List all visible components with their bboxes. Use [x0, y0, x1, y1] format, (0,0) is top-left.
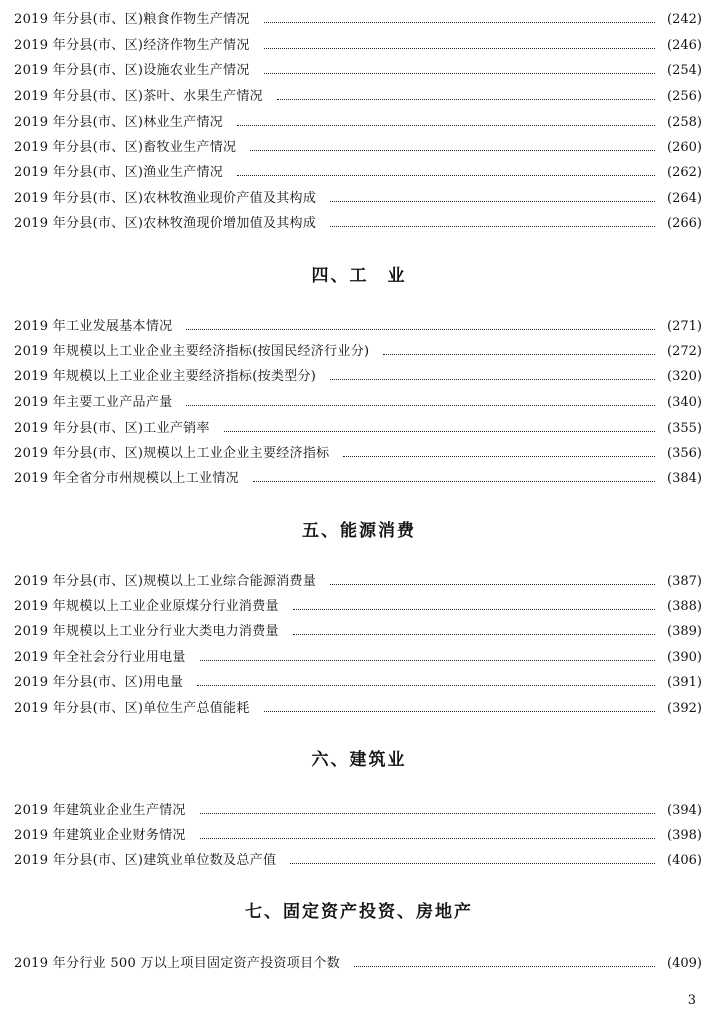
toc-entry-page: (409): [667, 956, 702, 971]
toc-entry[interactable]: [14, 342, 702, 362]
toc-entry-title: 2019 年规模以上工业企业主要经济指标(按类型分): [14, 369, 317, 384]
toc-entry-page: (266): [667, 216, 702, 231]
toc-entry[interactable]: [14, 622, 702, 642]
toc-entry-page: (356): [667, 446, 702, 461]
leader-dots: [330, 200, 655, 202]
toc-entry-title: 2019 年分县(市、区)林业生产情况: [14, 115, 224, 130]
leader-dots: [290, 862, 655, 864]
toc-entry-title: 2019 年工业发展基本情况: [14, 319, 173, 334]
toc-entry-page: (262): [667, 165, 702, 180]
toc-entry-page: (394): [667, 803, 702, 818]
toc-entry-title: 2019 年规模以上工业企业主要经济指标(按国民经济行业分): [14, 344, 370, 359]
leader-dots: [200, 659, 655, 661]
toc-entry-title: 2019 年规模以上工业企业原煤分行业消费量: [14, 599, 279, 614]
toc-entry-title: 2019 年分县(市、区)农林牧渔现价增加值及其构成: [14, 216, 317, 231]
toc-entry-page: (406): [667, 853, 702, 868]
leader-dots: [264, 710, 655, 712]
toc-entry-title: 2019 年分县(市、区)畜牧业生产情况: [14, 140, 237, 155]
toc-entry[interactable]: [14, 61, 702, 81]
toc-entry-page: (256): [667, 89, 702, 104]
toc-entry-page: (246): [667, 38, 702, 53]
section-heading-investment: 七、固定资产投资、房地产: [245, 902, 473, 922]
toc-entry-page: (320): [667, 369, 702, 384]
leader-dots: [354, 965, 655, 967]
toc-entry-page: (391): [667, 675, 702, 690]
toc-entry[interactable]: [14, 851, 702, 871]
leader-dots: [237, 174, 655, 176]
toc-entry-title: 2019 年分县(市、区)农林牧渔业现价产值及其构成: [14, 191, 317, 206]
toc-entry-page: (272): [667, 344, 702, 359]
leader-dots: [277, 98, 655, 100]
toc-entry[interactable]: [14, 189, 702, 209]
page-number: 3: [687, 993, 696, 1008]
toc-entry-page: (340): [667, 395, 702, 410]
leader-dots: [200, 812, 655, 814]
toc-entry-page: (254): [667, 63, 702, 78]
toc-entry[interactable]: [14, 444, 702, 464]
toc-entry[interactable]: [14, 87, 702, 107]
toc-entry-page: (384): [667, 471, 702, 486]
toc-entry[interactable]: [14, 10, 702, 30]
toc-entry-page: (388): [667, 599, 702, 614]
toc-entry-page: (389): [667, 624, 702, 639]
toc-entry-page: (387): [667, 574, 702, 589]
leader-dots: [330, 583, 655, 585]
toc-entry[interactable]: [14, 317, 702, 337]
toc-entry-page: (242): [667, 12, 702, 27]
toc-entry-title: 2019 年主要工业产品产量: [14, 395, 173, 410]
leader-dots: [224, 430, 655, 432]
toc-entry[interactable]: [14, 469, 702, 489]
toc-entry-title: 2019 年建筑业企业生产情况: [14, 803, 186, 818]
toc-entry[interactable]: [14, 572, 702, 592]
toc-entry[interactable]: [14, 801, 702, 821]
toc-entry[interactable]: [14, 393, 702, 413]
toc-entry[interactable]: [14, 954, 702, 974]
leader-dots: [264, 72, 655, 74]
toc-entry-title: 2019 年规模以上工业分行业大类电力消费量: [14, 624, 279, 639]
leader-dots: [186, 404, 655, 406]
toc-entry[interactable]: [14, 367, 702, 387]
toc-entry-page: (392): [667, 701, 702, 716]
toc-entry-title: 2019 年分县(市、区)渔业生产情况: [14, 165, 224, 180]
toc-entry-page: (258): [667, 115, 702, 130]
leader-dots: [253, 480, 655, 482]
leader-dots: [197, 684, 655, 686]
toc-entry[interactable]: [14, 419, 702, 439]
toc-entry-title: 2019 年分县(市、区)规模以上工业企业主要经济指标: [14, 446, 330, 461]
leader-dots: [343, 455, 655, 457]
toc-entry[interactable]: [14, 36, 702, 56]
leader-dots: [250, 149, 655, 151]
toc-entry-title: 2019 年分县(市、区)经济作物生产情况: [14, 38, 250, 53]
toc-entry[interactable]: [14, 648, 702, 668]
toc-entry[interactable]: [14, 113, 702, 133]
leader-dots: [186, 328, 655, 330]
toc-entry-title: 2019 年全省分市州规模以上工业情况: [14, 471, 239, 486]
toc-entry[interactable]: [14, 699, 702, 719]
toc-entry[interactable]: [14, 673, 702, 693]
toc-entry[interactable]: [14, 214, 702, 234]
toc-entry-page: (398): [667, 828, 702, 843]
toc-entry-page: (260): [667, 140, 702, 155]
toc-entry-title: 2019 年分县(市、区)粮食作物生产情况: [14, 12, 250, 27]
toc-entry[interactable]: [14, 163, 702, 183]
toc-entry-title: 2019 年分县(市、区)用电量: [14, 675, 184, 690]
leader-dots: [293, 633, 655, 635]
toc-entry-title: 2019 年分县(市、区)单位生产总值能耗: [14, 701, 250, 716]
toc-entry-page: (355): [667, 421, 702, 436]
section-heading-industry: 四、工 业: [311, 266, 407, 286]
leader-dots: [293, 608, 655, 610]
toc-entry[interactable]: [14, 826, 702, 846]
toc-entry-title: 2019 年分县(市、区)规模以上工业综合能源消费量: [14, 574, 317, 589]
leader-dots: [330, 225, 655, 227]
leader-dots: [383, 353, 655, 355]
leader-dots: [264, 47, 655, 49]
toc-entry[interactable]: [14, 597, 702, 617]
toc-entry-title: 2019 年分县(市、区)工业产销率: [14, 421, 210, 436]
toc-entry[interactable]: [14, 138, 702, 158]
toc-entry-page: (271): [667, 319, 702, 334]
section-heading-energy: 五、能源消费: [302, 521, 416, 541]
toc-entry-title: 2019 年分行业 500 万以上项目固定资产投资项目个数: [14, 956, 340, 971]
leader-dots: [237, 124, 655, 126]
toc-entry-title: 2019 年分县(市、区)建筑业单位数及总产值: [14, 853, 277, 868]
leader-dots: [200, 837, 655, 839]
toc-entry-page: (390): [667, 650, 702, 665]
toc-entry-title: 2019 年分县(市、区)设施农业生产情况: [14, 63, 250, 78]
toc-entry-title: 2019 年建筑业企业财务情况: [14, 828, 186, 843]
toc-entry-title: 2019 年分县(市、区)茶叶、水果生产情况: [14, 89, 263, 104]
leader-dots: [264, 21, 655, 23]
toc-entry-page: (264): [667, 191, 702, 206]
toc-entry-title: 2019 年全社会分行业用电量: [14, 650, 186, 665]
leader-dots: [330, 378, 655, 380]
section-heading-construction: 六、建筑业: [311, 750, 407, 770]
